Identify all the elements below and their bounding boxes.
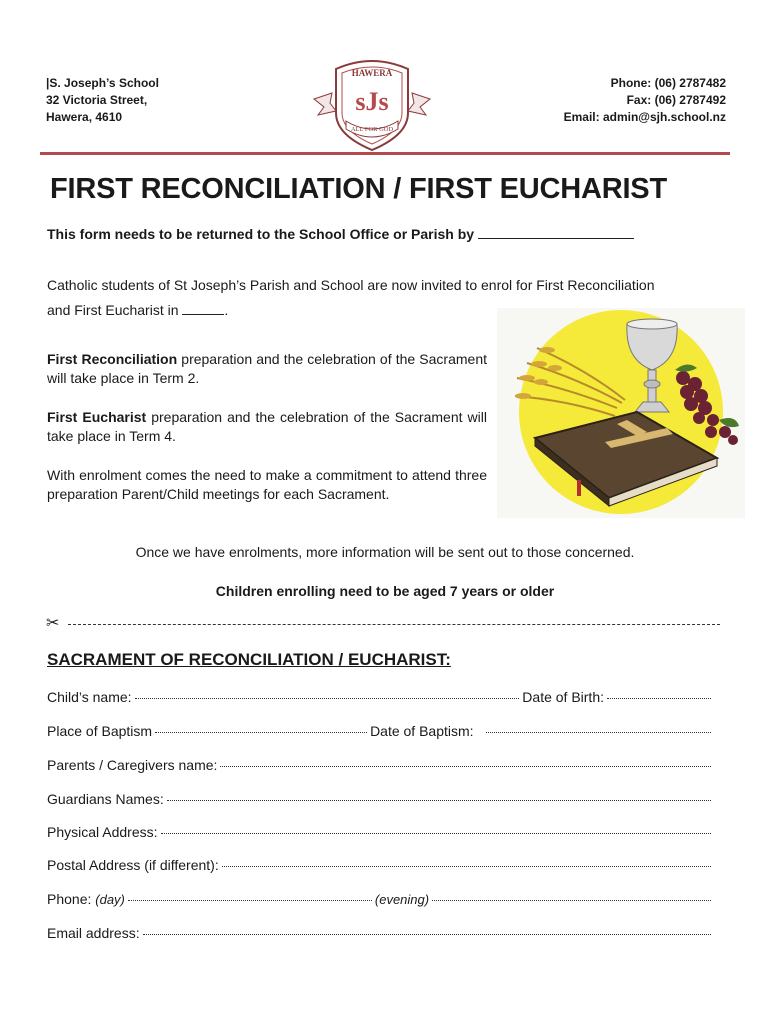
child-name-label: Child’s name:	[47, 689, 132, 705]
eucharist-text: preparation and the celebration of the Sacrament will take place in Term 4.	[47, 409, 487, 444]
school-phone: Phone: (06) 2787482	[610, 76, 726, 90]
chalice-bible-illustration	[497, 308, 745, 518]
school-fax: Fax: (06) 2787492	[626, 93, 726, 107]
guardians-input[interactable]	[167, 799, 711, 801]
dashed-divider	[68, 624, 720, 625]
school-town: Hawera, 4610	[46, 110, 123, 124]
email-input[interactable]	[143, 933, 711, 935]
cut-line	[46, 616, 720, 632]
parents-label: Parents / Caregivers name:	[47, 757, 218, 773]
school-contact	[564, 75, 726, 126]
logo-top-text: HAWERA	[351, 68, 393, 78]
school-name: |S. Joseph’s School	[46, 76, 159, 90]
physical-address-row	[47, 824, 714, 840]
intro-line-2-end: .	[224, 302, 229, 318]
page-title: FIRST RECONCILIATION / FIRST EUCHARIST	[50, 173, 667, 205]
reconciliation-text: preparation and the celebration of the Sacrament will take place in Term 2.	[47, 351, 487, 386]
return-text: This form needs to be returned to the School Office or Parish by	[47, 226, 475, 242]
return-instruction	[47, 226, 634, 242]
physical-address-input[interactable]	[161, 832, 712, 834]
guardians-label: Guardians Names:	[47, 791, 164, 807]
dob-label: Date of Birth:	[522, 689, 604, 705]
postal-address-row	[47, 857, 714, 873]
reconciliation-bold: First Reconciliation	[47, 351, 178, 367]
age-requirement: Children enrolling need to be aged 7 years or older	[215, 583, 555, 599]
intro-line-1: Catholic students of St Joseph’s Parish and School are now invited to enrol for First Reconciliation	[47, 277, 655, 293]
section-title: SACRAMENT OF RECONCILIATION / EUCHARIST:	[47, 650, 451, 669]
postal-address-label: Postal Address (if different):	[47, 857, 219, 873]
phone-label: Phone:	[47, 891, 92, 907]
school-address	[46, 75, 159, 126]
postal-address-input[interactable]	[222, 865, 711, 867]
header-divider	[40, 152, 730, 155]
date-baptism-label: Date of Baptism:	[370, 723, 474, 739]
school-crest-logo	[312, 55, 432, 153]
commitment-paragraph: With enrolment comes the need to make a commitment to attend three preparation Parent/Child meetings for each Sacrament.	[47, 467, 487, 502]
phone-evening-input[interactable]	[432, 899, 711, 901]
phone-day-label: (day)	[95, 892, 125, 907]
place-baptism-input[interactable]	[155, 731, 367, 733]
logo-monogram: sJs	[355, 87, 389, 116]
dob-input[interactable]	[607, 697, 711, 699]
logo-motto: ALL FOR GOD	[350, 126, 394, 133]
school-street: 32 Victoria Street,	[46, 93, 148, 107]
physical-address-label: Physical Address:	[47, 824, 158, 840]
date-baptism-input[interactable]	[486, 731, 711, 733]
scissors-icon: ✂	[46, 615, 60, 632]
intro-line-2-text: and First Eucharist in	[47, 302, 179, 318]
phone-row	[47, 891, 714, 907]
guardians-row	[47, 791, 714, 807]
email-label: Email address:	[47, 925, 140, 941]
child-name-row	[47, 689, 714, 705]
enrolment-info: Once we have enrolments, more information will be sent out to those concerned.	[135, 544, 635, 560]
baptism-row	[47, 723, 714, 739]
eucharist-bold: First Eucharist	[47, 409, 147, 425]
phone-day-input[interactable]	[128, 899, 372, 901]
parents-input[interactable]	[220, 765, 711, 767]
place-baptism-label: Place of Baptism	[47, 723, 153, 739]
child-name-input[interactable]	[135, 697, 520, 699]
year-blank[interactable]	[182, 302, 224, 315]
return-date-blank[interactable]	[478, 226, 634, 239]
phone-evening-label: (evening)	[374, 892, 430, 907]
school-email: Email: admin@sjh.school.nz	[563, 110, 726, 124]
reconciliation-paragraph	[47, 350, 487, 388]
email-row	[47, 925, 714, 941]
eucharist-paragraph	[47, 408, 487, 446]
parents-row	[47, 757, 714, 773]
